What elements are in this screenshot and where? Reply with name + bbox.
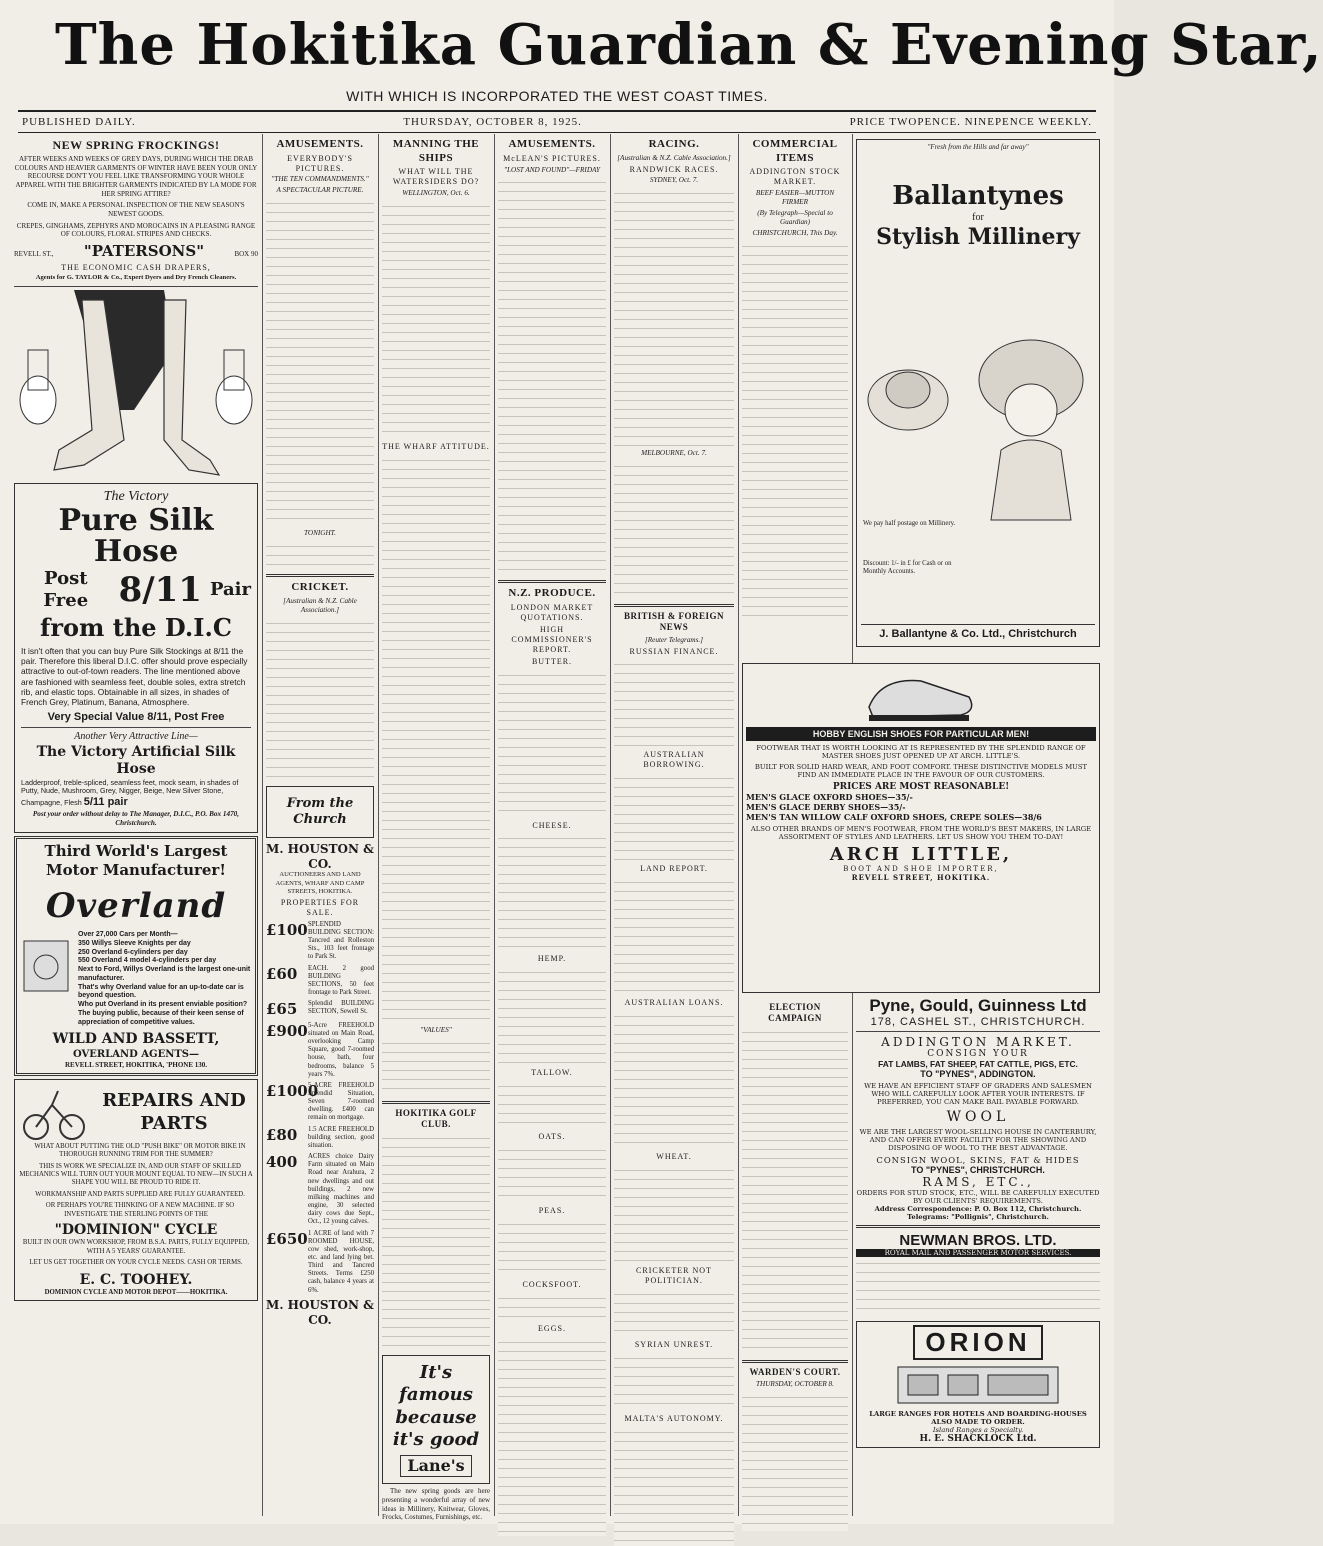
syrian-heading: SYRIAN UNREST. — [634, 1339, 714, 1349]
overland-heading: Third World's Largest Motor Manufacturer! — [44, 841, 228, 880]
land-report-heading: LAND REPORT. — [640, 864, 708, 874]
column-3 — [382, 136, 490, 1522]
article-text — [614, 1352, 734, 1412]
patersons-name: "PATERSONS" — [83, 241, 205, 260]
arch-prices-head: PRICES ARE MOST REASONABLE! — [832, 782, 1010, 792]
amusements-sub2: "THE TEN COMMANDMENTS." — [271, 175, 369, 184]
property-2: £60 EACH. 2 good BUILDING SECTIONS, 50 feet frontage to Park Street. — [266, 964, 374, 996]
stove-illustration — [878, 1363, 1078, 1407]
column-5 — [614, 136, 734, 1516]
amusements-heading: AMUSEMENTS. — [276, 138, 364, 150]
manning-heading: MANNING THE SHIPS — [392, 138, 480, 164]
ballantyne-postage: We pay half postage on Millinery. — [863, 520, 956, 527]
article-text — [498, 1080, 606, 1130]
article-text — [614, 876, 734, 996]
article-text — [498, 176, 606, 576]
overland-lines: Over 27,000 Cars per Month— 350 Willys Sleeve Knights per day 250 Overland 6-cylinders per day 550 Overland 4 model 4-cylinders per day Next to Ford, Willys Overland is the largest one-unit manufacturer. That's why Overland value for an up-to-date car is beyond question. Who put Overland in its present enviable position? The buying public, because of their keen sense of appreciation of competitive values. — [78, 931, 251, 1026]
dateline-price: PRICE TWOPENCE. NINEPENCE WEEKLY. — [849, 116, 1092, 128]
reuters-source: [Reuter Telegrams.] — [644, 635, 704, 644]
patersons-row — [14, 242, 258, 261]
lanes-because: because — [395, 1406, 477, 1428]
ballantyne-name: Ballantynes — [892, 180, 1064, 211]
church-ad — [266, 786, 374, 838]
pyne-gould-ad — [856, 996, 1100, 1516]
houston-tag: AUCTIONEERS AND LAND AGENTS, WHARF AND CAMP STREETS, HOKITIKA. — [275, 871, 365, 895]
article-text — [266, 617, 374, 783]
lanes-its: It's — [419, 1362, 453, 1384]
newspaper-title: The Hokitika Guardian & Evening Star, — [55, 12, 1323, 78]
consign-your: CONSIGN YOUR — [927, 1049, 1029, 1059]
to-pynes: TO "PYNES", ADDINGTON. — [920, 1069, 1036, 1079]
article-text — [498, 1218, 606, 1278]
arch-name: ARCH LITTLE, — [829, 844, 1013, 865]
article-text — [614, 1010, 734, 1150]
hose-post-free: Post Free — [43, 567, 89, 612]
property-7: 400 ACRES choice Dairy Farm situated on Main Road near Arahura, 2 new dwellings and out buildings, 2 new milking machines and engine, 30 selected dairy cows due Sept., Oct., 12 young calves. — [266, 1153, 374, 1226]
amusements-sub3: A SPECTACULAR PICTURE. — [276, 186, 364, 195]
overland-address: REVELL STREET, HOKITIKA, 'PHONE 130. — [64, 1061, 208, 1069]
repairs-title: REPAIRS AND PARTS — [102, 1090, 246, 1134]
article-text — [742, 1026, 848, 1356]
to-pynes-2: TO "PYNES", CHRISTCHURCH. — [911, 1165, 1045, 1175]
aus-loans-heading: AUSTRALIAN LOANS. — [624, 998, 724, 1008]
arch-price-3: MEN'S TAN WILLOW CALF OXFORD SHOES, CREPE SOLES—38/6 — [746, 812, 1042, 822]
pyne-address: 178, CASHEL ST., CHRISTCHURCH. — [870, 1016, 1086, 1028]
racing-heading: RACING. — [648, 138, 700, 150]
aus-borrowing-heading: AUSTRALIAN BORROWING. — [643, 750, 705, 770]
column-rule — [494, 134, 495, 1516]
overland-agents: WILD AND BASSETT, — [52, 1031, 220, 1048]
arch-price-2: MEN'S GLACE DERBY SHOES—35/- — [746, 802, 906, 812]
tonight-label: TONIGHT. — [304, 529, 336, 538]
lanes-foot: The new spring goods are here presenting a wonderful array of new ideas in Millinery, Knitwear, Gloves, Frocks, Costumes, Furnishings, etc. — [382, 1487, 490, 1522]
lanes-ad — [382, 1355, 490, 1484]
fat-lambs: FAT LAMBS, FAT SHEEP, FAT CATTLE, PIGS, ETC. — [878, 1059, 1078, 1069]
dominion-terms: LET US GET TOGETHER ON YOUR CYCLE NEEDS. CASH OR TERMS. — [29, 1259, 243, 1267]
toohey-ad — [14, 1079, 258, 1302]
frockings-heading: NEW SPRING FROCKINGS! — [52, 138, 220, 152]
repairs-lines: WHAT ABOUT PUTTING THE OLD "PUSH BIKE" OR MOTOR BIKE IN THOROUGH RUNNING TRIM FOR THE SUMMER? THIS IS WORK WE SPECIALIZE IN, AND OUR STAFF OF SKILLED MECHANICS WILL TURN OUT YOUR MOUNT EQUAL TO NEW—IN SUCH A SHAPE YOU WILL BE PROUD TO RIDE IT. WORKMANSHIP AND PARTS SUPPLIED ARE FULLY GUARANTEED. OR PERHAPS YOU'RE THINKING OF A NEW MACHINE. IF SO INVESTIGATE THE STERLING POINTS OF THE — [19, 1142, 253, 1218]
manning-sub: WHAT WILL THE WATERSIDERS DO? — [392, 167, 480, 187]
pyne-telegrams: Telegrams: "Pollignis", Christchurch. — [907, 1213, 1049, 1221]
column-rule — [610, 134, 611, 1516]
column-4 — [498, 136, 606, 1516]
cricket-source: [Australian & N.Z. Cable Association.] — [283, 596, 357, 614]
amusements2-heading: AMUSEMENTS. — [508, 138, 596, 150]
pyne-correspondence: Address Correspondence: P. O. Box 112, Christchurch. — [874, 1205, 1082, 1213]
patersons-tag: THE ECONOMIC CASH DRAPERS, — [61, 262, 211, 272]
patersons-agents: Agents for G. TAYLOR & Co., Expert Dyers and Dry French Cleaners. — [35, 274, 237, 282]
property-5: £1000 5-ACRE FREEHOLD Splendid Situation, Seven 7-roomed dwelling. £400 can remain on mortgage. — [266, 1081, 374, 1122]
hose-another: Another Very Attractive Line— — [74, 731, 198, 743]
manning-place: WELLINGTON, Oct. 6. — [402, 189, 470, 198]
hose-price-row — [21, 568, 251, 613]
arch-line-2: BUILT FOR SOLID HARD WEAR, AND FOOT COMFORT. THESE DISTINCTIVE MODELS MUST FIND AN IMMEDIATE PLACE IN THE FAVOUR OF OUR CUSTOMERS. — [754, 763, 1088, 779]
hat-lady-illustration — [971, 300, 1091, 520]
randwick-heading: RANDWICK RACES. — [629, 164, 719, 174]
melbourne-date: MELBOURNE, Oct. 7. — [641, 449, 707, 458]
orion-foot: LARGE RANGES FOR HOTELS AND BOARDING-HOUSES ALSO MADE TO ORDER. — [869, 1410, 1087, 1426]
orion-foot-2: Island Ranges a Specialty. — [932, 1426, 1024, 1434]
dic-hose-ad — [14, 483, 258, 833]
russian-heading: RUSSIAN FINANCE. — [629, 646, 719, 656]
hose-from-dic: from the D.I.C — [40, 612, 232, 642]
property-heading: PROPERTIES FOR SALE. — [280, 897, 360, 917]
column-2 — [266, 136, 374, 1516]
racing-source: [Australian & N.Z. Cable Association.] — [617, 153, 731, 162]
hose-artificial: The Victory Artificial Silk Hose — [36, 743, 236, 778]
lanes-famous: famous — [399, 1384, 473, 1406]
arch-tag: BOOT AND SHOE IMPORTER, — [843, 865, 999, 873]
column-1 — [14, 136, 258, 1516]
property-1: £100 SPLENDID BUILDING SECTION: Tancred and Rolleston Sts., 103 feet frontage to Park St. — [266, 920, 374, 961]
patersons-street: REVELL ST., — [14, 249, 54, 258]
ballantyne-stylish: Stylish Millinery — [876, 224, 1080, 251]
column-rule — [262, 134, 263, 1516]
overland-ad — [14, 836, 258, 1076]
dateline-date: THURSDAY, OCTOBER 8, 1925. — [403, 116, 582, 128]
orion-ad — [856, 1321, 1100, 1448]
cricket-heading: CRICKET. — [291, 581, 349, 594]
cyclist-illustration — [18, 1083, 88, 1143]
eggs-heading: EGGS. — [538, 1323, 566, 1333]
lanes-logo: Lane's — [400, 1455, 471, 1477]
mcleans-heading: McLEAN'S PICTURES. — [503, 153, 601, 163]
article-text — [382, 200, 490, 440]
houston-name: M. HOUSTON & CO. — [266, 841, 374, 871]
ballantyne-discount: Discount: 1/- in £ for Cash or on Monthly Accounts. — [863, 560, 952, 576]
wheat-heading: WHEAT. — [656, 1152, 692, 1162]
newman-sub: ROYAL MAIL AND PASSENGER MOTOR SERVICES. — [856, 1249, 1100, 1257]
ballantyne-fresh: "Fresh from the Hills and far away" — [927, 143, 1029, 151]
toohey-tag: DOMINION CYCLE AND MOTOR DEPOT——HOKITIKA. — [44, 1289, 228, 1297]
article-text — [614, 187, 734, 447]
malta-heading: MALTA'S AUTONOMY. — [624, 1413, 724, 1423]
addington-stock: ADDINGTON STOCK MARKET. — [749, 167, 841, 187]
article-text — [742, 1391, 848, 1531]
ballantyne-ad — [856, 139, 1100, 647]
article-text — [498, 1336, 606, 1536]
church-banner: From the Church — [286, 795, 354, 827]
overland-agents-2: OVERLAND AGENTS— — [72, 1048, 200, 1060]
column-rule — [378, 134, 379, 1516]
hose-the-victory: The Victory — [103, 488, 169, 504]
article-text — [614, 658, 734, 748]
ballantyne-for: for — [972, 211, 984, 223]
frockings-crepes: CREPES, GINGHAMS, ZEPHYRS AND MOROCAINS IN A PLEASING RANGE OF COLOURS, FLORAL STRIPES AND CHECKS. — [16, 221, 256, 239]
wardens-heading: WARDEN'S COURT. — [749, 1367, 841, 1378]
article-text — [498, 832, 606, 952]
london-market: LONDON MARKET QUOTATIONS. — [510, 603, 594, 622]
article-text — [614, 1164, 734, 1264]
hose-title: Pure Silk Hose — [58, 502, 214, 570]
article-text — [266, 197, 374, 527]
property-4: £900 5-Acre FREEHOLD situated on Main Road, overlooking Camp Square, good 7-roomed house, bath, four bedrooms, balance 5 years 7%. — [266, 1021, 374, 1078]
butter-heading: BUTTER. — [531, 656, 573, 666]
hat-illustration — [863, 340, 953, 460]
stocking-illustration — [14, 290, 258, 480]
car-illustration — [20, 931, 72, 1001]
arch-price-1: MEN'S GLACE OXFORD SHOES—35/- — [746, 792, 913, 802]
staff-text: WE HAVE AN EFFICIENT STAFF OF GRADERS AND SALESMEN WHO WILL CAREFULLY LOOK AFTER YOUR INTERESTS. IF PREFERRED, YOU CAN MAKE BAIL PAYABLE FORWARD. — [864, 1082, 1092, 1106]
repairs-header — [18, 1083, 254, 1143]
overland-logo: Overland — [45, 885, 227, 926]
addington-market: ADDINGTON MARKET. — [881, 1035, 1075, 1049]
property-3: £65 Splendid BUILDING SECTION, Sewell St. — [266, 1000, 374, 1019]
rams-body: ORDERS FOR STUD STOCK, ETC., WILL BE CAREFULLY EXECUTED BY OUR CLIENTS' REQUIREMENTS. — [856, 1189, 1100, 1205]
dateline-left: PUBLISHED DAILY. — [22, 116, 136, 128]
telegraph-src: (By Telegraph—Special to Guardian) — [757, 208, 833, 226]
masthead — [0, 0, 1323, 128]
british-heading: BRITISH & FOREIGN NEWS — [623, 611, 725, 633]
nz-produce: N.Z. PRODUCE. — [508, 587, 596, 600]
lanes-good: it's good — [392, 1429, 480, 1451]
golf-heading: HOKITIKA GOLF CLUB. — [395, 1107, 477, 1129]
hose-body: It isn't often that you can buy Pure Silk Stockings at 8/11 the pair. Therefore this liberal D.I.C. offer should prove especially attractive to out-of-town readers. The line mentioned above are fashioned with seamless feet, double soles, extra stretch rib, and elastic tops. Obtainable in all sizes, in shades of French Grey, Platinum, Banana, Atmosphere. — [21, 646, 248, 707]
property-6: £80 1.5 ACRE FREEHOLD building section, good situation. — [266, 1125, 374, 1149]
article-text — [614, 1426, 734, 1546]
cheese-heading: CHEESE. — [532, 820, 572, 830]
article-text — [382, 454, 490, 1024]
orion-logo: ORION — [913, 1325, 1042, 1360]
shacklock-name: H. E. SHACKLOCK Ltd. — [919, 1434, 1037, 1444]
high-commissioner: HIGH COMMISSIONER'S REPORT. — [511, 624, 593, 654]
beef-easier: BEEF EASIER—MUTTON FIRMER — [755, 189, 835, 206]
arch-line-1: FOOTWEAR THAT IS WORTH LOOKING AT IS REPRESENTED BY THE SPLENDID RANGE OF MASTER SHOES JUST OPENED UP AT ARCH. LITTLE'S. — [756, 744, 1086, 760]
commercial-heading: COMMERCIAL ITEMS — [752, 138, 838, 164]
cricketer-heading: CRICKETER NOT POLITICIAN. — [636, 1265, 712, 1285]
column-6-lower — [742, 1000, 848, 1516]
article-text — [614, 772, 734, 862]
article-text — [266, 540, 374, 570]
oats-heading: OATS. — [538, 1132, 566, 1142]
property-8: £650 1 ACRE of land with 7 ROOMED HOUSE, cow shed, work-shop, etc. and land lying bet. Third and Tancred Streets. Terms £250 cash, balance 4 years at 6%. — [266, 1229, 374, 1294]
election-heading: ELECTION CAMPAIGN — [768, 1002, 822, 1024]
stocking-illustration-svg — [14, 290, 258, 480]
consign-wool: CONSIGN WOOL, SKINS, FAT & HIDES — [876, 1155, 1080, 1165]
peas-heading: PEAS. — [538, 1206, 566, 1216]
newman-text — [856, 1257, 1100, 1317]
hose-art-body: Ladderproof, treble-spliced, seamless feet, mock seam, in shades of Putty, Nude, Mushroom, Grey, Nigger, Beige, New Silver Stone, Champagne, Flesh 5/11 pair — [21, 777, 239, 809]
article-text — [498, 1292, 606, 1322]
christchurch-date: CHRISTCHURCH, This Day. — [752, 228, 838, 237]
wool-body: WE ARE THE LARGEST WOOL-SELLING HOUSE IN CANTERBURY, AND CAN OFFER EVERY FACILITY FOR THE SHOWING AND DISPOSING OF WOOL TO THE BEST ADVANTAGE. — [859, 1128, 1097, 1152]
amusements-sub1: EVERYBODY'S PICTURES. — [287, 153, 353, 173]
arch-banner: HOBBY ENGLISH SHOES FOR PARTICULAR MEN! — [746, 727, 1096, 741]
article-text — [614, 460, 734, 600]
ballantyne-footer: J. Ballantyne & Co. Ltd., Christchurch — [861, 624, 1095, 642]
sydney-date: SYDNEY, Oct. 7. — [649, 176, 699, 185]
pyne-name: Pyne, Gould, Guinness Ltd — [869, 996, 1087, 1015]
frockings-come-in: COME IN, MAKE A PERSONAL INSPECTION OF THE NEW SEASON'S NEWEST GOODS. — [27, 201, 245, 218]
newman-name: NEWMAN BROS. LTD. — [899, 1232, 1057, 1249]
arch-also: ALSO OTHER BRANDS OF MEN'S FOOTWEAR, FROM THE WORLD'S BEST MAKERS, IN LARGE ASSORTMENT OF STYLES AND LEATHERS. LET US SHOW YOU THEM TO-DAY! — [750, 825, 1092, 841]
column-rule — [738, 134, 739, 1516]
frockings-intro: AFTER WEEKS AND WEEKS OF GREY DAYS, DURING WHICH THE DRAB COLOURS AND HEAVIER GARMENTS OF WINTER HAVE BEEN YOUR ONLY RECOURSE DON'T YOU FEEL LIKE TRANSFORMING YOUR WHOLE APPAREL WITH THE BRIGHTER GARMENTS INDICATED BY LA MODE FOR HER SPRING ATTIRE? — [14, 154, 258, 198]
houston-footer: M. HOUSTON & CO. — [266, 1297, 374, 1327]
article-text — [382, 1037, 490, 1097]
article-text — [498, 669, 606, 819]
article-text — [382, 1132, 490, 1352]
toohey-name: E. C. TOOHEY. — [79, 1271, 193, 1288]
lost-found: "LOST AND FOUND"—FRIDAY — [503, 165, 601, 174]
wharf-attitude: THE WHARF ATTITUDE. — [382, 441, 490, 451]
hose-pair: Pair — [209, 579, 251, 601]
dateline — [18, 110, 1096, 133]
hose-special: Very Special Value 8/11, Post Free — [47, 710, 225, 723]
dominion-cycle: "DOMINION" CYCLE — [54, 1222, 218, 1239]
newspaper-subtitle: WITH WHICH IS INCORPORATED THE WEST COAST TIMES. — [346, 88, 768, 104]
tallow-heading: TALLOW. — [531, 1068, 573, 1078]
hose-order: Post your order without delay to The Manager, D.I.C., P.O. Box 1470, Christchurch. — [32, 810, 240, 827]
patersons-box: BOX 90 — [234, 249, 258, 258]
overland-body — [20, 931, 252, 1027]
article-text — [498, 966, 606, 1066]
wardens-sub: THURSDAY, OCTOBER 8. — [756, 1380, 834, 1389]
hose-price: 8/11 — [118, 570, 202, 611]
article-text — [614, 1288, 734, 1338]
cocksfoot-heading: COCKSFOOT. — [522, 1280, 582, 1290]
arch-address: REVELL STREET, HOKITIKA. — [851, 873, 991, 882]
wool-heading: WOOL — [946, 1109, 1010, 1125]
article-text — [498, 1144, 606, 1204]
dominion-tag: BUILT IN OUR OWN WORKSHOP, FROM B.S.A. PARTS, FULLY EQUIPPED, WITH A 5 YEARS' GUARANTEE. — [22, 1239, 250, 1255]
article-text — [742, 240, 848, 620]
hemp-heading: HEMP. — [537, 954, 567, 964]
rams-heading: RAMS, ETC., — [922, 1175, 1034, 1189]
values-heading: "VALUES" — [420, 1025, 452, 1034]
